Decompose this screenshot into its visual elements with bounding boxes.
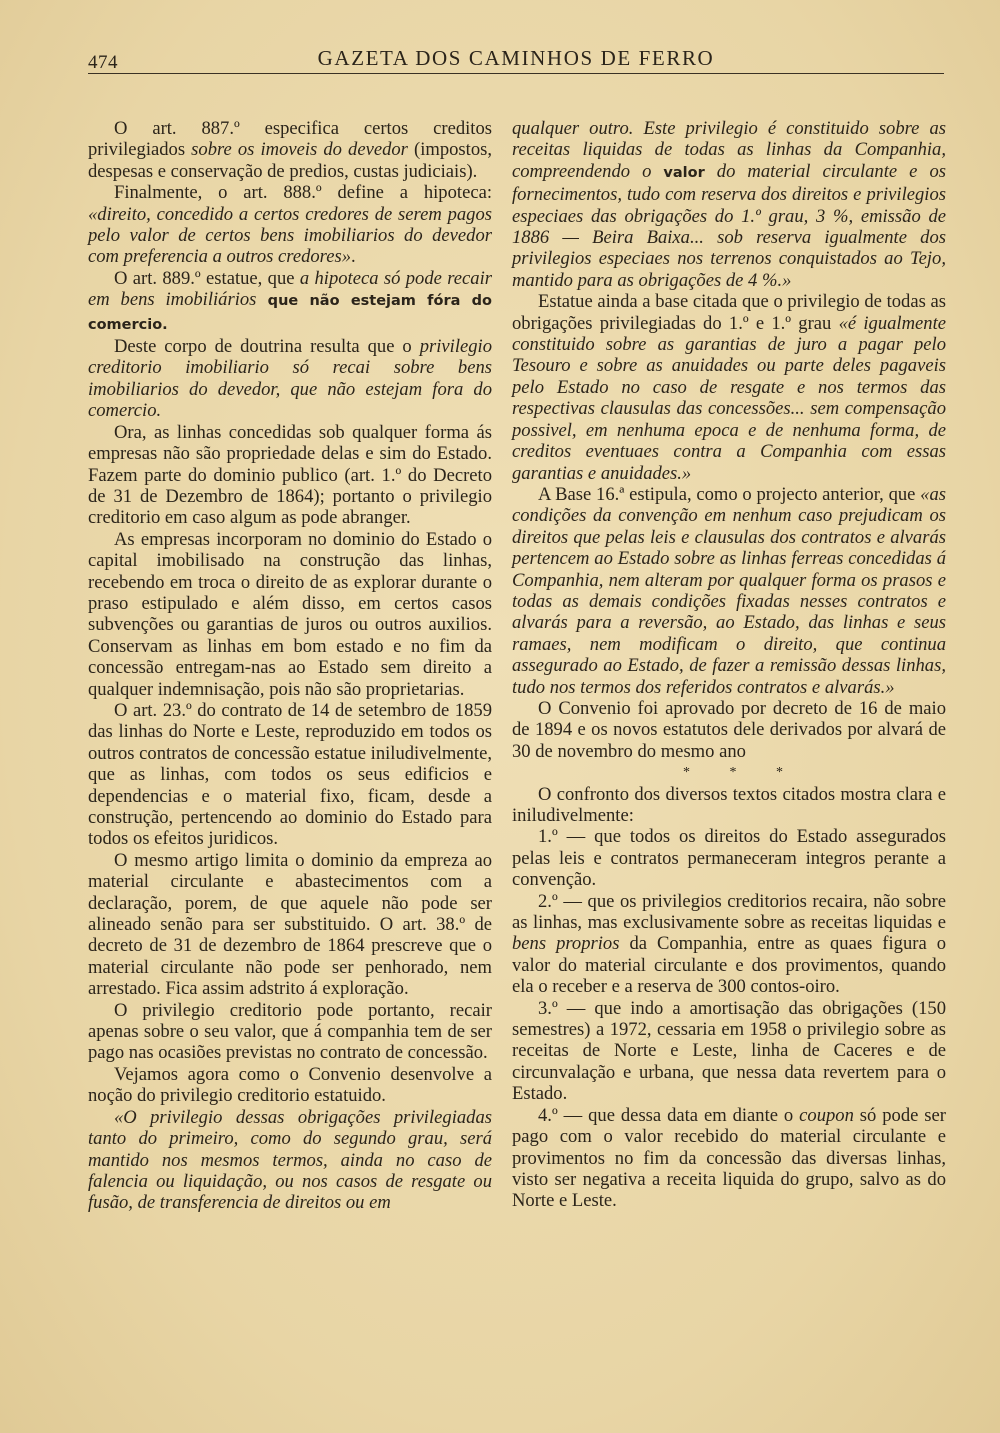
- paragraph: O art. 887.º especifica certos creditos privilegiados sobre os imoveis do devedor (impostos, despesas e conservação de predios, custas judiciais).: [88, 118, 492, 182]
- paragraph: A Base 16.ª estipula, como o projecto anterior, que «as condições da convenção em nenhum caso prejudicam os direitos que pelas leis e clausulas dos contratos e alvarás pertencem ao Estado sobre as linhas ferreas concedidas á Companhia, nem alteram por qualquer forma os prasos e todas as demais condições fixadas nesses contratos e alvarás para a reversão, ao Estado, das linhas e seus ramaes, nem modificam o direito, que continua assegurado ao Estado, de fazer a remissão dessas linhas, tudo nos termos dos referidos contratos e alvarás.»: [512, 483, 946, 698]
- list-item: 4.º — que dessa data em diante o coupon só pode ser pago com o valor recebido do material circulante e provimentos no fim da concessão das diversas linhas, visto ser negativa a receita liquida do grupo, salvo as do Norte e Leste.: [512, 1104, 946, 1212]
- list-item: 2.º — que os privilegios creditorios recaira, não sobre as linhas, mas exclusivamente sobre as receitas liquidas e bens proprios da Companhia, entre as quaes figura o valor do material circulante e dos provimentos, quando ela o receber e a reserva de 300 contos-oiro.: [512, 890, 946, 998]
- quote-paragraph: «O privilegio dessas obrigações privilegiadas tanto do primeiro, como do segundo grau, será mantido nos mesmos termos, ainda no caso de falencia ou liquidação, ou nos casos de resgate ou fusão, de transferencia de direitos ou em: [88, 1106, 492, 1214]
- paragraph: O Convenio foi aprovado por decreto de 16 de maio de 1894 e os novos estatutos dele derivados por alvará de 30 de novembro do mesmo ano: [512, 697, 946, 762]
- paragraph: O privilegio creditorio pode portanto, recair apenas sobre o seu valor, que á companhia tem de ser pago nas ocasiões previstas no contrato de concessão.: [88, 999, 492, 1064]
- paragraph: O art. 889.º estatue, que a hipoteca só pode recair em bens imobiliários que não estejam fóra do comercio.: [88, 267, 492, 333]
- section-separator: * * *: [683, 765, 801, 781]
- paragraph: O confronto dos diversos textos citados mostra clara e iniludivelmente:: [512, 783, 946, 826]
- paragraph: Estatue ainda a base citada que o privilegio de todas as obrigações privilegiadas do 1.º e 1.º grau «é igualmente constituido sobre as garantias de juro a pagar pelo Tesouro e sobre as anuidades ou parte deles pagaveis pelo Estado no caso de resgate e nos termos das respectivas clausulas das concessões... sem compensação possivel, em nenhuma epoca e de nenhuma forma, de creditos eventuaes contra a Companhia com essas garantias e anuidades.»: [512, 291, 946, 484]
- running-title: GAZETA DOS CAMINHOS DE FERRO: [317, 46, 715, 70]
- list-item: 3.º — que indo a amortisação das obrigações (150 semestres) a 1972, cessaria em 1958 o privilegio sobre as receitas de Norte e Leste, linha de Caceres e de circunvalação e urbana, que nessa data revertem para o Estado.: [512, 997, 946, 1105]
- paragraph: O art. 23.º do contrato de 14 de setembro de 1859 das linhas do Norte e Leste, reproduzido em todos os outros contratos de concessão estatue iniludivelmente, que as linhas, com todos os seus edificios e dependencias e o material fixo, ficam, desde a construção, pertencendo ao dominio do Estado para todos os efeitos juridicos.: [88, 699, 492, 850]
- paragraph: Finalmente, o art. 888.º define a hipoteca: «direito, concedido a certos credores de serem pagos pelo valor de certos bens imobiliarios do devedor com preferencia a outros credores».: [88, 182, 492, 268]
- paragraph: Ora, as linhas concedidas sob qualquer forma ás empresas não são propriedade delas e sim do Estado. Fazem parte do dominio publico (art. 1.º do Decreto de 31 de Dezembro de 1864); portanto o privilegio creditorio em caso algum as pode abranger.: [88, 421, 492, 529]
- paragraph: O mesmo artigo limita o dominio da empreza ao material circulante e abastecimentos com a declaração, porem, de que aquele não pode ser alineado senão para ser substituido. O art. 38.º de decreto de 31 de dezembro de 1864 prescreve que o material circulante não pode ser penhorado, nem arrestado. Fica assim adstrito á exploração.: [88, 849, 492, 1000]
- right-column: [512, 118, 946, 1212]
- paragraph: As empresas incorporam no dominio do Estado o capital imobilisado na construção das linhas, recebendo em troca o direito de as explorar durante o praso estipulado e além disso, em certos casos subvenções ou garantias de juros ou outros auxilios. Conservam as linhas em bom estado e no fim da concessão entregam-nas ao Estado sem direito a qualquer indemnisação, pois não são proprietarias.: [88, 528, 492, 700]
- page-number: 474: [88, 52, 118, 73]
- page-header: [88, 44, 944, 74]
- header-rule: [88, 73, 944, 74]
- list-item: 1.º — que todos os direitos do Estado assegurados pelas leis e contratos permaneceram integros perante a convenção.: [512, 826, 946, 891]
- left-column: [88, 118, 492, 1214]
- paragraph: Deste corpo de doutrina resulta que o privilegio creditorio imobiliario só recai sobre bens imobiliarios do devedor, que não estejam fora do comercio.: [88, 336, 492, 422]
- quote-continuation: qualquer outro. Este privilegio é constituido sobre as receitas liquidas de todas as linhas da Companhia, compreendendo o valor do material circulante e os fornecimentos, tudo com reserva dos direitos e privilegios especiaes das obrigações do 1.º grau, 3 %, emissão de 1886 — Beira Baixa... sob reserva igualmente dos privilegios especiaes nos terrenos conquistados ao Tejo, mantido para as obrigações de 4 %.»: [512, 118, 946, 291]
- paragraph: Vejamos agora como o Convenio desenvolve a noção do privilegio creditorio estatuido.: [88, 1063, 492, 1107]
